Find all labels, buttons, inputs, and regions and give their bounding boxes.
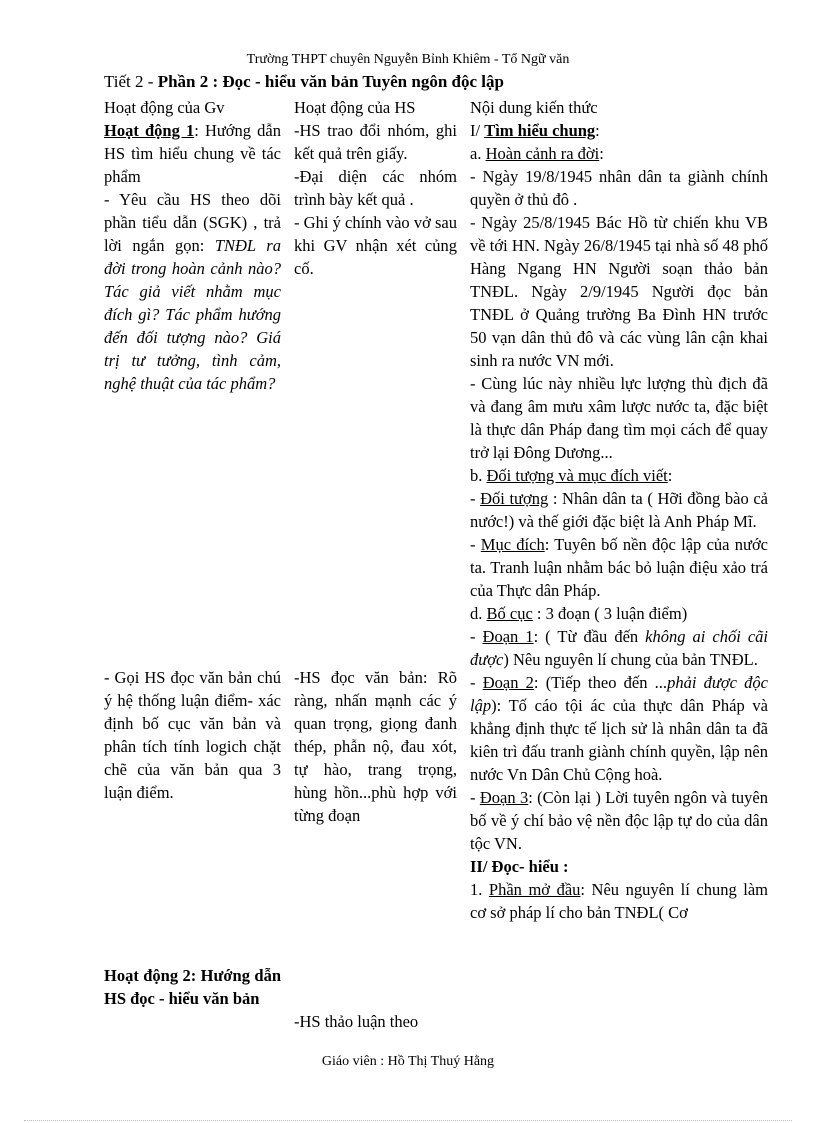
purpose-point: - Mục đích: Tuyên bố nền độc lập của nước ta. Tranh luận nhằm bác bỏ luận điệu xảo trá của Thực dân Pháp. [470, 535, 768, 600]
section-1-number: I/ [470, 121, 485, 140]
part-1-text-b: ) Nêu nguyên lí chung của bản TNĐL. [503, 650, 758, 669]
purpose-label: Mục đích [480, 535, 545, 554]
section-2-heading: II/ Đọc- hiểu : [470, 857, 569, 876]
lesson-title [104, 72, 504, 92]
activity-2 [104, 964, 281, 1010]
teacher-activity-column [104, 96, 281, 395]
audience-text: : Nhân dân ta ( Hỡi đồng bào cả nước!) và thế giới đặc biệt là Anh Pháp Mĩ. [470, 489, 768, 531]
part-3-label: Đoạn 3 [479, 788, 529, 807]
structure-part-2: - Đoạn 2: (Tiếp theo đến ...phải được độc lập): Tố cáo tội ác của thực dân Pháp và khẳng định thực tế lịch sử là nhân dân ta đã kiên trì đấu tranh giành chính quyền, lập nên nước Vn Dân Chủ Cộng hoà. [470, 673, 769, 784]
part-1-label: Đoạn 1 [482, 627, 534, 646]
intro-label: Phần mở đầu [488, 880, 581, 899]
teacher-read-instruction [104, 666, 281, 804]
subsection-d-letter: d. [470, 604, 487, 623]
subsection-d-label: Bố cục [486, 604, 533, 623]
lesson-name: Phần 2 : Đọc - hiểu văn bản Tuyên ngôn độc lập [157, 72, 504, 91]
student-activity-column [294, 96, 457, 280]
knowledge-column [470, 96, 768, 924]
subsection-b-letter: b. [470, 466, 487, 485]
subsection-b-heading [470, 464, 768, 487]
context-point-3: - Cùng lúc này nhiều lực lượng thù địch đã và đang âm mưu xâm lược nước ta, đặc biệt là thực dân Pháp đang tìm mọi cách để quay trở lại Đông Dương... [470, 374, 768, 462]
student-task-2: -Đại diện các nhóm trình bày kết quả . [294, 167, 457, 209]
context-point-2: - Ngày 25/8/1945 Bác Hồ từ chiến khu VB về tới HN. Ngày 26/8/1945 tại nhà số 48 phố Hàng Ngang HN Người soạn thảo bản TNĐL. Ngày 2/9/1945 Người đọc bản TNĐL ở Quảng trường Ba Đình HN trước 50 vạn dân thủ đô và các vùng lân cận khai sinh ra nước VN mới. [470, 213, 768, 370]
subsection-a-heading [470, 142, 768, 165]
page-header: Trường THPT chuyên Nguyễn Bỉnh Khiêm - Tổ Ngữ văn [246, 52, 570, 67]
part-1-quote: không ai chối cãi được [470, 627, 768, 669]
teacher-column-heading: Hoạt động của Gv [104, 98, 225, 117]
student-task-1: -HS trao đổi nhóm, ghi kết quả trên giấy. [294, 121, 457, 163]
teacher-request-text: - Yêu cầu HS theo dõi phần tiểu dẫn (SGK) , trả lời ngắn gọn: [104, 190, 281, 255]
purpose-text: : Tuyên bố nền độc lập của nước ta. Tranh luận nhằm bác bỏ luận điệu xảo trá của Thực dân Pháp. [470, 535, 768, 600]
audience-label: Đối tượng [480, 489, 549, 508]
subsection-a-letter: a. [470, 144, 486, 163]
subsection-d-text: : 3 đoạn ( 3 luận điểm) [532, 604, 688, 623]
intro-text: : Nêu nguyên lí chung làm cơ sở pháp lí cho bản TNĐL( Cơ [470, 880, 769, 922]
student-task-4: -HS đọc văn bản: Rõ ràng, nhấn mạnh các ý quan trọng, giọng đanh thép, phẫn nộ, đau xót, tự hào, trang trọng, hùng hồn...phù hợp với từng đoạn [294, 668, 457, 825]
subsection-d-heading [470, 602, 768, 625]
subsection-a-label: Hoàn cảnh ra đời [485, 144, 600, 163]
structure-part-1: - Đoạn 1: ( Từ đầu đến không ai chối cãi được) Nêu nguyên lí chung của bản TNĐL. [470, 627, 768, 669]
context-point-1: - Ngày 19/8/1945 nhân dân ta giành chính quyền ở thủ đô . [470, 167, 768, 209]
intro-part [470, 878, 768, 924]
audience-point: - Đối tượng : Nhân dân ta ( Hỡi đồng bào cả nước!) và thế giới đặc biệt là Anh Pháp Mĩ. [470, 489, 768, 531]
part-2-label: Đoạn 2 [482, 673, 534, 692]
student-column-heading: Hoạt động của HS [294, 98, 416, 117]
part-1-text-a: : ( Từ đầu đến [533, 627, 646, 646]
page-bottom-border [24, 1120, 792, 1121]
intro-number: 1. [470, 880, 489, 899]
teacher-questions: TNĐL ra đời trong hoàn cảnh nào? Tác giả viết nhằm mục đích gì? Tác phẩm hướng đến đối tượng nào? Giá trị tư tưởng, tình cảm, nghệ thuật của tác phẩm? [104, 236, 281, 393]
activity-1 [104, 119, 281, 188]
section-1-heading [470, 119, 768, 142]
student-task-3: - Ghi ý chính vào vở sau khi GV nhận xét củng cố. [294, 213, 457, 278]
activity-1-label: Hoạt động 1 [104, 121, 195, 140]
part-2-text-a: : (Tiếp theo đến ... [533, 673, 668, 692]
subsection-b-label: Đối tượng và mục đích viết [486, 466, 668, 485]
student-discuss-task [294, 1010, 457, 1033]
teacher-request [104, 188, 281, 395]
part-2-quote: phải được độc lập [470, 673, 769, 715]
subsection-b-colon: : [667, 466, 673, 485]
activity-1-text: : Hướng dẫn HS tìm hiểu chung về tác phẩm [104, 121, 281, 186]
activity-2-text: Hoạt động 2: Hướng dẫn HS đọc - hiểu văn bản [104, 966, 281, 1008]
teacher-read-text: - Gọi HS đọc văn bản chú ý hệ thống luận điểm- xác định bố cục văn bản và phân tích tính logich chặt chẽ của văn bản qua 3 luận điểm. [104, 668, 281, 802]
section-1-colon: : [595, 121, 600, 140]
knowledge-column-heading: Nội dung kiến thức [470, 98, 598, 117]
page-footer: Giáo viên : Hồ Thị Thuý Hằng [321, 1054, 495, 1069]
structure-part-3: - Đoạn 3: (Còn lại ) Lời tuyên ngôn và tuyên bố về ý chí bảo vệ nền độc lập tự do của dân tộc VN. [470, 788, 768, 853]
part-2-text-b: ): Tố cáo tội ác của thực dân Pháp và khẳng định thực tế lịch sử là nhân dân ta đã kiên trì đấu tranh giành chính quyền, lập nên nước Vn Dân Chủ Cộng hoà. [470, 696, 768, 784]
subsection-a-colon: : [599, 144, 604, 163]
lesson-number: Tiết 2 - [104, 72, 158, 91]
student-task-5: -HS thảo luận theo [294, 1012, 419, 1031]
part-3-text: : (Còn lại ) Lời tuyên ngôn và tuyên bố về ý chí bảo vệ nền độc lập tự do của dân tộc VN. [470, 788, 768, 853]
student-read-task [294, 666, 457, 827]
section-1-label: Tìm hiểu chung [484, 121, 596, 140]
